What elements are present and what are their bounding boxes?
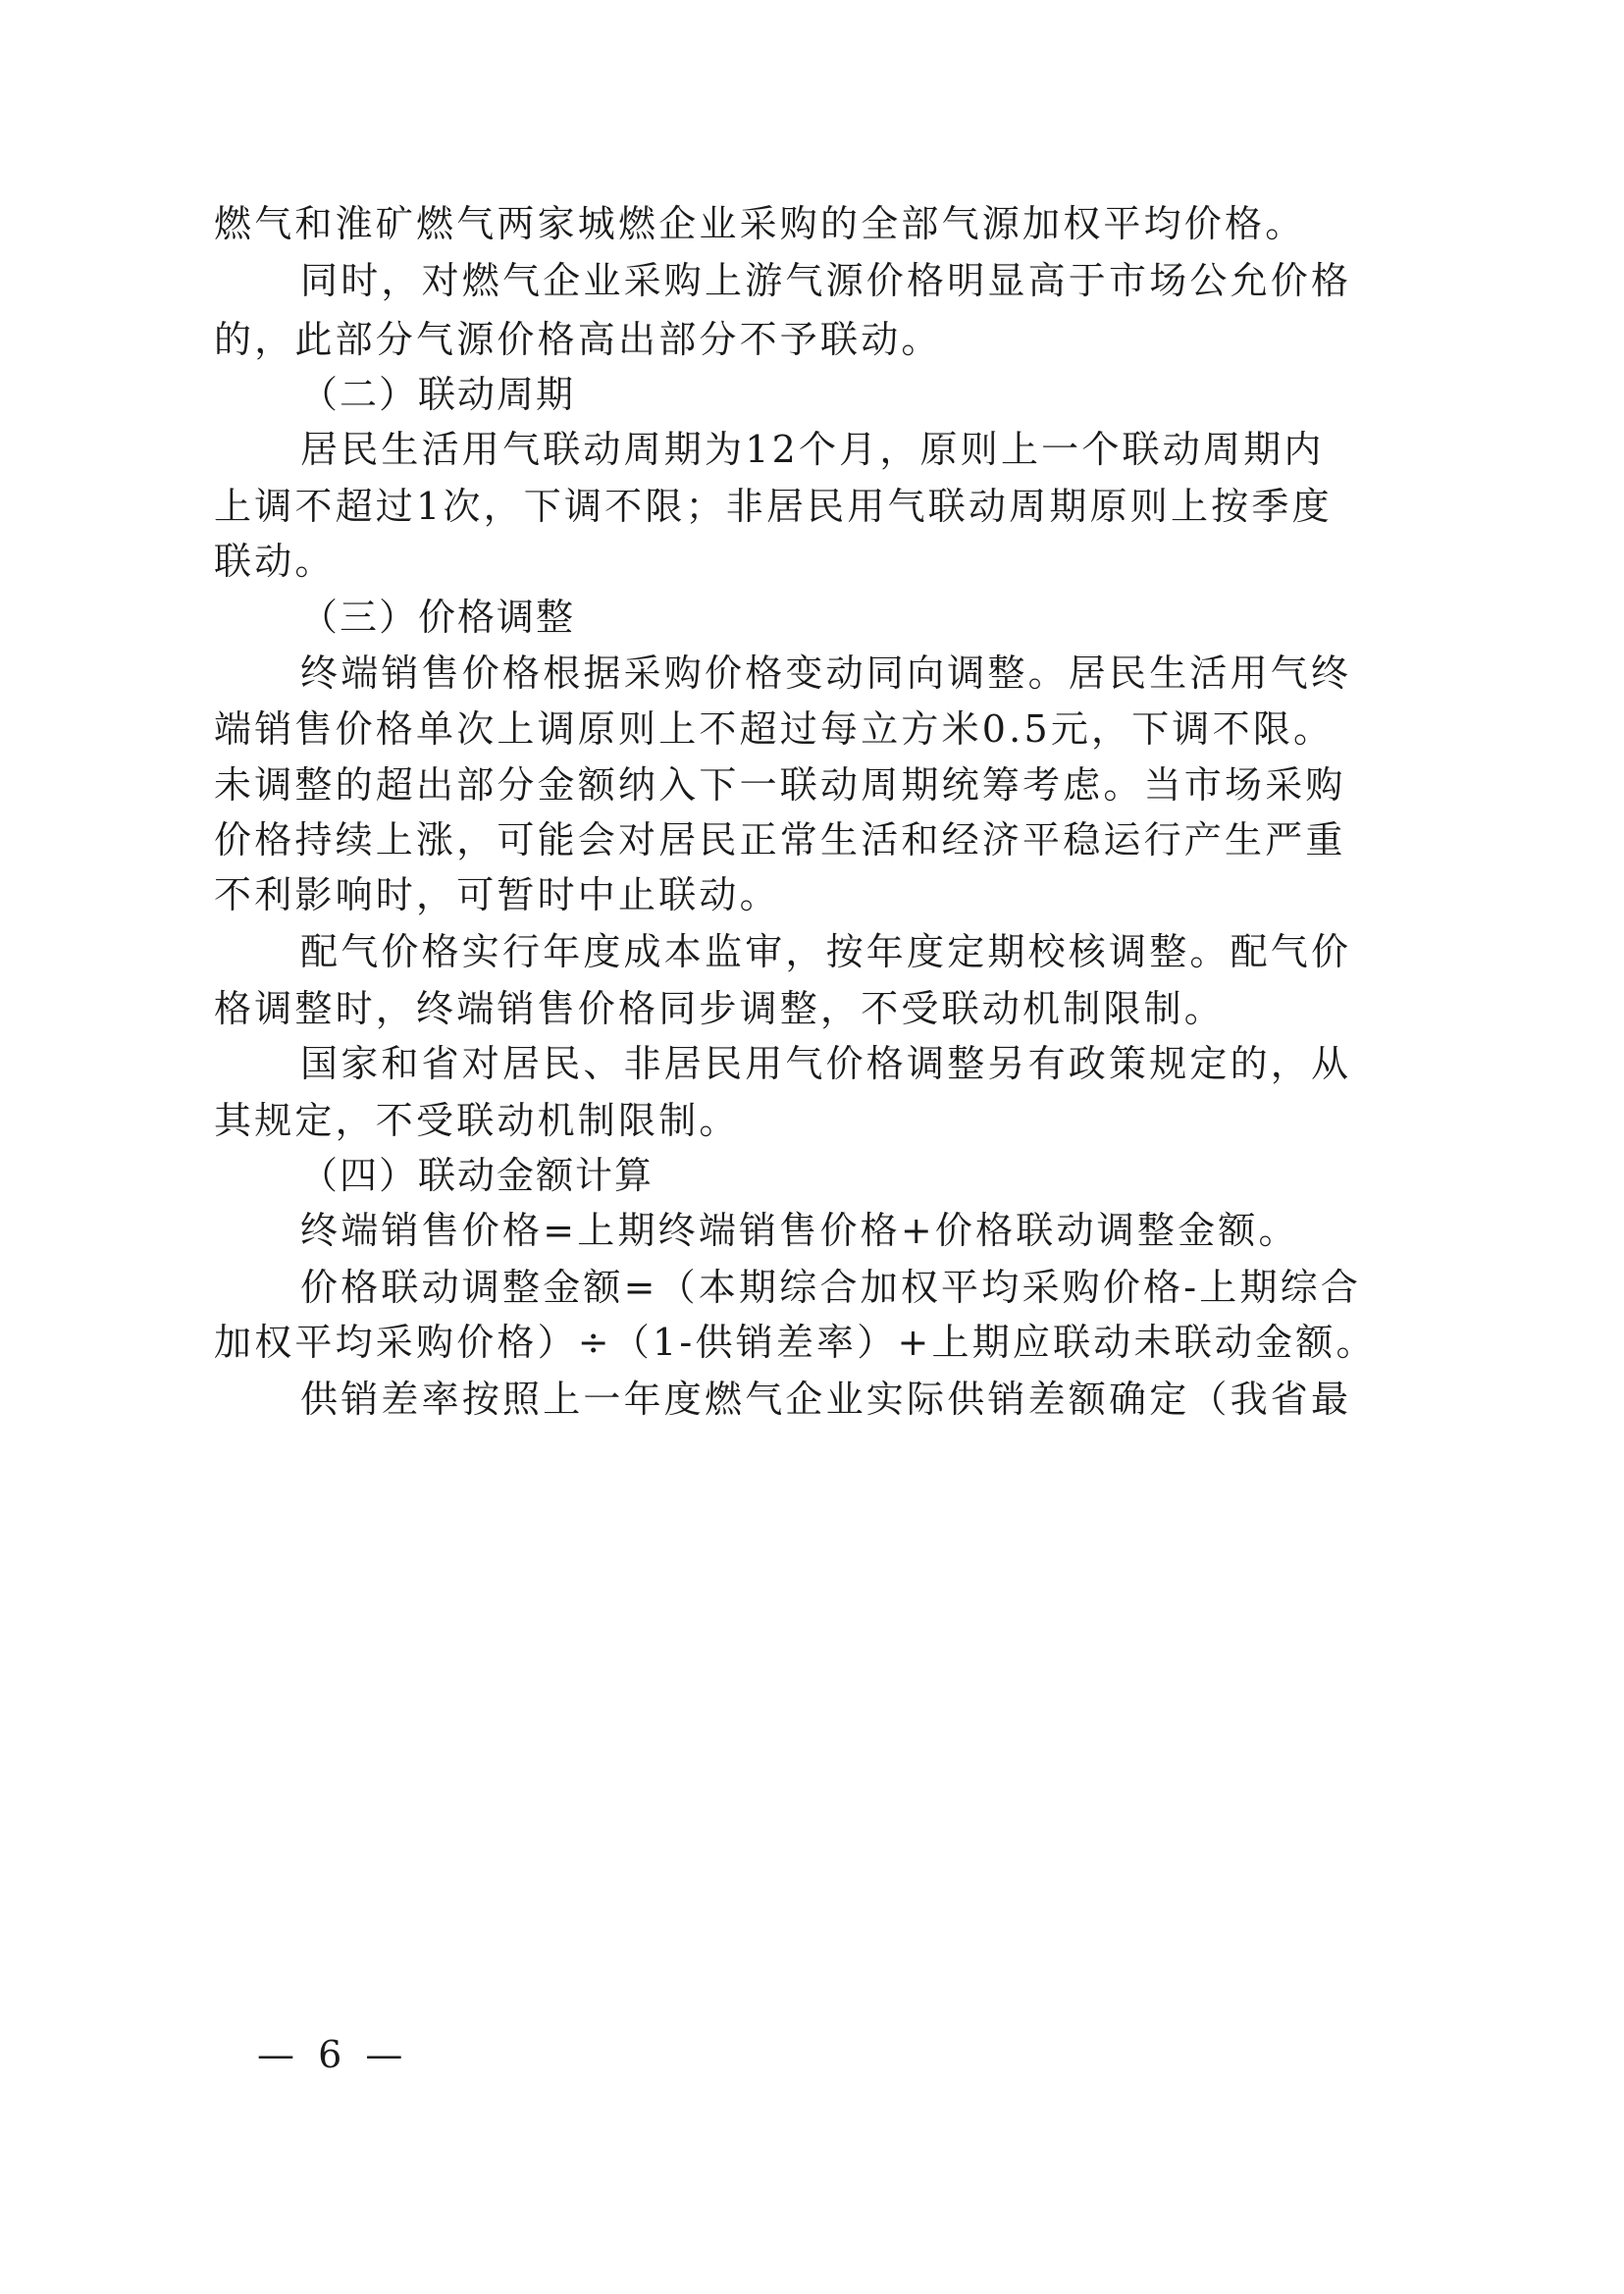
body-text-line: 格调整时，终端销售价格同步调整，不受联动机制限制。 [214,987,1226,1030]
body-text-line: 其规定，不受联动机制限制。 [214,1099,740,1142]
body-text-line: 价格持续上涨，可能会对居民正常生活和经济平稳运行产生严重 [214,818,1346,861]
body-text-line: 不利影响时，可暂时中止联动。 [214,873,780,916]
body-text-line: 燃气和淮矿燃气两家城燃企业采购的全部气源加权平均价格。 [214,202,1306,245]
section-heading: （二）联动周期 [300,373,576,416]
body-text-line: 供销差率按照上一年度燃气企业实际供销差额确定（我省最 [300,1378,1352,1421]
body-text-line: 配气价格实行年度成本监审，按年度定期校核调整。配气价 [300,930,1352,973]
body-text-line: 的，此部分气源价格高出部分不予联动。 [214,318,942,361]
body-text-line: 终端销售价格=上期终端销售价格+价格联动调整金额。 [300,1209,1299,1252]
section-heading: （四）联动金额计算 [300,1154,655,1197]
body-text-line: 价格联动调整金额=（本期综合加权平均采购价格-上期综合 [300,1266,1362,1309]
body-text-line: 未调整的超出部分金额纳入下一联动周期统筹考虑。当市场采购 [214,763,1346,807]
section-heading: （三）价格调整 [300,596,576,639]
body-text-line: 居民生活用气联动周期为12个月，原则上一个联动周期内 [300,428,1325,471]
body-text-line: 端销售价格单次上调原则上不超过每立方米0.5元，下调不限。 [214,707,1335,751]
body-text-line: 终端销售价格根据采购价格变动同向调整。居民生活用气终 [300,652,1352,695]
body-text-line: 加权平均采购价格）÷（1-供销差率）+上期应联动未联动金额。 [214,1321,1377,1364]
body-text-line: 联动。 [214,540,336,583]
body-text-line: 上调不超过1次，下调不限；非居民用气联动周期原则上按季度 [214,485,1333,528]
body-text-line: 同时，对燃气企业采购上游气源价格明显高于市场公允价格 [300,259,1352,302]
body-text-line: 国家和省对居民、非居民用气价格调整另有政策规定的，从 [300,1042,1352,1085]
page-number: — 6 — [257,2033,409,2076]
